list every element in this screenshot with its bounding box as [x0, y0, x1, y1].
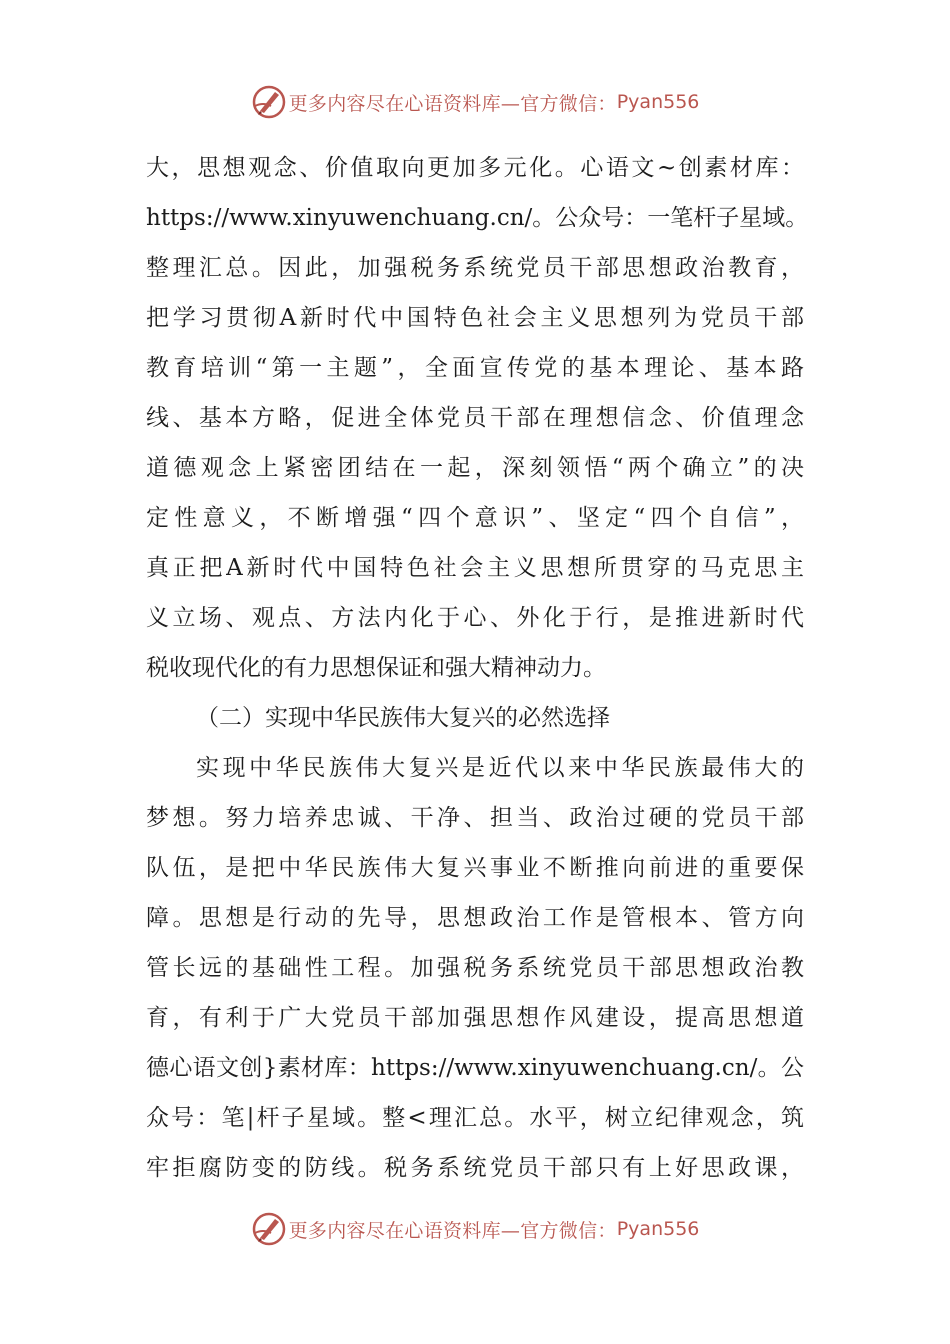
- text-line: 队伍，是把中华民族伟大复兴事业不断推向前进的重要保: [146, 855, 804, 881]
- pen-logo-icon: [251, 1211, 287, 1247]
- text-line: 牢拒腐防变的防线。税务系统党员干部只有上好思政课，: [146, 1155, 804, 1181]
- text-line: https://www.xinyuwenchuang.cn/。公众号：一笔杆子星域。: [146, 205, 809, 231]
- banner-text: 更多内容尽在心语资料库—官方微信：: [288, 1219, 617, 1242]
- text-line: 育，有利于广大党员干部加强思想作风建设，提高思想道: [146, 1005, 804, 1031]
- footer-banner: [0, 1209, 950, 1249]
- text-line: 整理汇总。因此，加强税务系统党员干部思想政治教育，: [146, 255, 804, 281]
- banner-text: 更多内容尽在心语资料库—官方微信：: [288, 92, 617, 115]
- text-line: 道德观念上紧密团结在一起，深刻领悟“两个确立”的决: [146, 455, 804, 481]
- header-banner: [0, 82, 950, 122]
- text-line: 义立场、观点、方法内化于心、外化于行，是推进新时代: [146, 605, 804, 631]
- banner-wechat-id: Pyan556: [616, 91, 700, 113]
- banner-wechat-id: Pyan556: [616, 1218, 700, 1240]
- pen-logo-icon: [251, 84, 287, 120]
- text-line: 梦想。努力培养忠诚、干净、担当、政治过硬的党员干部: [146, 805, 804, 831]
- text-line: 德心语文创}素材库：https://www.xinyuwenchuang.cn/。公: [146, 1055, 804, 1081]
- text-line: 真正把A新时代中国特色社会主义思想所贯穿的马克思主: [146, 555, 804, 581]
- text-line: 定性意义，不断增强“四个意识”、坚定“四个自信”，: [146, 505, 804, 531]
- text-line: 管长远的基础性工程。加强税务系统党员干部思想政治教: [146, 955, 804, 981]
- text-line: 线、基本方略，促进全体党员干部在理想信念、价值理念: [146, 405, 804, 431]
- text-line: 税收现代化的有力思想保证和强大精神动力。: [146, 655, 606, 681]
- paragraph-first-line: 实现中华民族伟大复兴是近代以来中华民族最伟大的: [196, 755, 804, 781]
- text-line: 障。思想是行动的先导，思想政治工作是管根本、管方向: [146, 905, 804, 931]
- text-line: 大，思想观念、价值取向更加多元化。心语文~创素材库：: [146, 155, 804, 181]
- text-line: 把学习贯彻A新时代中国特色社会主义思想列为党员干部: [146, 305, 804, 331]
- text-line: 教育培训“第一主题”，全面宣传党的基本理论、基本路: [146, 355, 804, 381]
- section-heading: （二）实现中华民族伟大复兴的必然选择: [196, 705, 610, 731]
- text-line: 众号：笔|杆子星域。整<理汇总。水平，树立纪律观念，筑: [146, 1105, 804, 1131]
